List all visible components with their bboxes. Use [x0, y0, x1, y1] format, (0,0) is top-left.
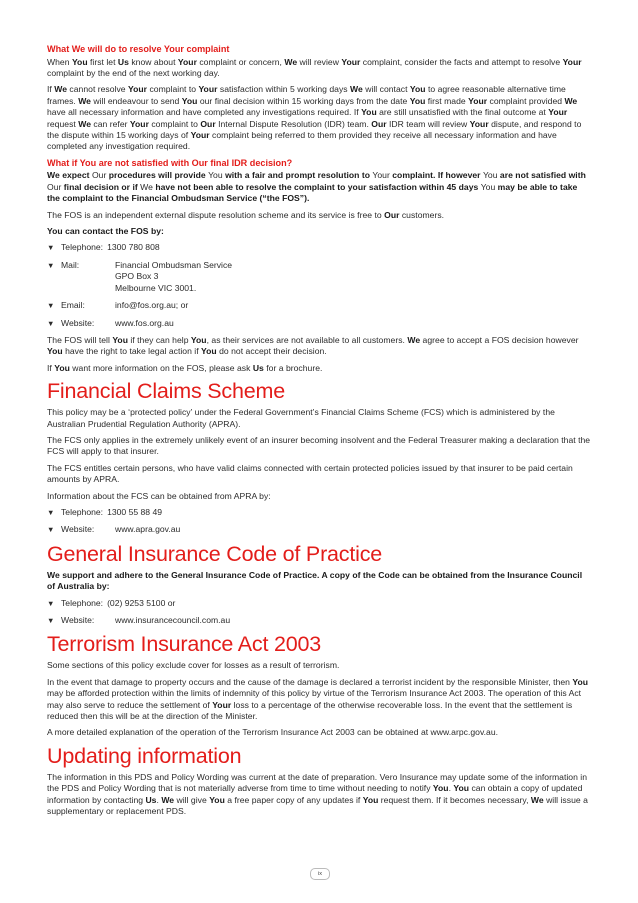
defined-term: Your	[548, 107, 568, 118]
defined-term: Our	[200, 118, 216, 129]
defined-term: We	[530, 794, 544, 805]
defined-term: You	[201, 346, 217, 357]
complaint-resolution-paragraph-1: When You first let Us know about Your complaint or concern, We will review Your complaint, consider the facts and attempt to resolve Your complaint by the end of the next working day.	[47, 56, 582, 78]
ica-website-item	[47, 615, 592, 626]
defined-term: can contact the FOS by:	[62, 226, 164, 237]
idr-paragraph-4: The FOS will tell You if they can help You, as their services are not available to all customers. We agree to accept a FOS decision however You have the right to take legal action if You do not accept their decision.	[47, 334, 579, 357]
defined-term: You	[453, 783, 470, 794]
defined-term: We	[284, 56, 298, 67]
defined-term: Your	[129, 118, 149, 129]
tia-title: Terrorism Insurance Act 2003	[47, 632, 322, 657]
fos-website-value: www.fos.org.au	[115, 317, 174, 328]
triangle-bullet-icon: ▼	[47, 616, 55, 625]
fcs-title: Financial Claims Scheme	[47, 379, 285, 404]
apra-website-item	[47, 524, 592, 535]
fos-telephone-value: 1300 780 808	[107, 242, 160, 253]
idr-paragraph-2: The FOS is an independent external dispute resolution scheme and its service is free to Our customers.	[47, 209, 445, 220]
fos-email-label: Email:	[61, 300, 85, 311]
defined-term: Your	[128, 84, 148, 95]
fos-telephone-item	[47, 242, 592, 253]
updating-paragraph-1: The information in this PDS and Policy Wording was current at the date of preparation. Vero Insurance may update some of the information in the PDS and Policy Wording that is not materially adverse from time to time without needing to notify You. You can obtain a copy of updated information by contacting Us. We will give You a free paper copy of any updates if You request them. If it becomes necessary, We will issue a supplementary or replacement PDS.	[47, 771, 588, 817]
apra-website-value: www.apra.gov.au	[115, 524, 181, 535]
fos-mail-address	[115, 260, 232, 294]
defined-term: You	[47, 346, 63, 357]
document-page	[47, 44, 592, 822]
gicp-title: General Insurance Code of Practice	[47, 541, 382, 566]
defined-term: Your	[198, 84, 218, 95]
ica-telephone-value: (02) 9253 5100 or	[107, 597, 176, 608]
apra-telephone-label: Telephone:	[61, 506, 104, 517]
fcs-paragraph-3: The FCS entitles certain persons, who have valid claims connected with certain protected policies issued by that insurer to be paid certain amounts by APRA.	[47, 462, 573, 485]
defined-term: procedures will provide	[106, 170, 209, 181]
fos-email-value: info@fos.org.au; or	[115, 300, 189, 311]
idr-paragraph-1: We expect Our procedures will provide You with a fair and prompt resolution to Your complaint. If however You are not satisfied with Our final decision or if We have not been able to resolve the complaint to your satisfaction within 45 days You may be able to take the complaint to the Financial Ombudsman Service (“the FOS”).	[47, 170, 586, 204]
ica-website-value: www.insurancecouncil.com.au	[115, 615, 231, 625]
fos-email-item	[47, 300, 592, 311]
complaint-resolution-paragraph-2: If We cannot resolve Your complaint to Your satisfaction within 5 working days We will contact You to agree reasonable alternative time frames. We will endeavour to send You our final decision within 15 working days from the date You first made Your complaint provided We have all necessary information and have completed any investigations required. If You are still unsatisfied with the final outcome at Your request We can refer Your complaint to Our Internal Dispute Resolution (IDR) team. Our IDR team will review Your dispute, and respond to the dispute within 15 working days of Your complaint being referred to them provided they receive all necessary information and have completed any investigation required.	[47, 84, 582, 152]
defined-term: We	[350, 84, 363, 95]
idr-decision-heading: What if You are not satisfied with Our final IDR decision?	[47, 157, 293, 168]
defined-term: Your	[177, 56, 197, 67]
defined-term: We	[161, 794, 175, 805]
defined-term: We	[407, 334, 421, 345]
defined-term: You	[572, 676, 589, 687]
apra-website-label: Website:	[61, 524, 95, 535]
defined-term: final decision or if	[61, 181, 141, 192]
ica-telephone-label: Telephone:	[61, 597, 104, 608]
defined-term: You	[54, 362, 70, 373]
defined-term: Our	[384, 209, 400, 220]
defined-term: You	[361, 107, 377, 118]
fos-website-item	[47, 318, 592, 329]
defined-term: You	[190, 334, 207, 345]
defined-term: Your	[468, 95, 488, 106]
fos-mail-line-3: Melbourne VIC 3001.	[115, 282, 197, 293]
triangle-bullet-icon: ▼	[47, 318, 55, 328]
defined-term: You	[181, 95, 198, 106]
triangle-bullet-icon: ▼	[47, 260, 55, 270]
defined-term: You	[112, 334, 128, 345]
defined-term: have not been able to resolve the complaint to your satisfaction within 45 days	[152, 181, 481, 192]
fos-mail-line-2: GPO Box 3	[115, 271, 159, 282]
defined-term: Your	[190, 130, 210, 141]
triangle-bullet-icon: ▼	[47, 301, 55, 311]
defined-term: You	[432, 783, 449, 794]
defined-term: with a fair and prompt resolution to	[222, 170, 373, 181]
defined-term: You	[409, 95, 426, 106]
defined-term: You	[71, 56, 88, 67]
page-number: ix	[310, 868, 330, 880]
defined-term: Your	[341, 56, 361, 67]
triangle-bullet-icon: ▼	[47, 525, 55, 535]
defined-term: Our	[371, 118, 387, 129]
fcs-paragraph-2: The FCS only applies in the extremely unlikely event of an insurer becoming insolvent and the Federal Treasurer making a declaration that the FCS will apply to that insurer.	[47, 434, 591, 457]
defined-term: We	[564, 95, 578, 106]
tia-paragraph-3: A more detailed explanation of the operation of the Terrorism Insurance Act 2003 can be obtained at www.arpc.gov.au.	[47, 727, 499, 738]
complaint-resolution-heading: What We will do to resolve Your complaint	[47, 44, 230, 54]
gicp-paragraph-1	[47, 570, 592, 593]
defined-term: You	[47, 226, 63, 237]
defined-term: support and adhere to the General Insurance Code of Practice. A copy of the Code can be obtained from the Insurance Council of Australia by:	[47, 569, 583, 592]
defined-term: You	[362, 794, 379, 805]
ica-telephone-item	[47, 598, 592, 609]
fos-mail-line-1: Financial Ombudsman Service	[115, 259, 233, 270]
defined-term: You	[409, 84, 426, 95]
defined-term: Your	[212, 699, 232, 710]
triangle-bullet-icon: ▼	[47, 507, 55, 517]
defined-term: Us	[252, 362, 264, 373]
defined-term: expect	[59, 170, 92, 181]
defined-term: You	[209, 794, 225, 805]
triangle-bullet-icon: ▼	[47, 598, 55, 608]
defined-term: We	[54, 84, 68, 95]
triangle-bullet-icon: ▼	[47, 243, 55, 253]
defined-term: may be able to take the complaint to the Financial Ombudsman Service (“the FOS”).	[47, 181, 578, 204]
idr-paragraph-5: If You want more information on the FOS, please ask Us for a brochure.	[47, 362, 323, 373]
defined-term: Us	[117, 56, 129, 67]
fos-website-label: Website:	[61, 317, 95, 328]
defined-term: Us	[145, 794, 157, 805]
defined-term: We	[78, 118, 91, 129]
defined-term: We	[47, 170, 60, 181]
fos-mail-item	[47, 260, 592, 294]
ica-website-label: Website:	[61, 615, 95, 625]
defined-term: complaint. If however	[389, 170, 483, 181]
defined-term: Your	[562, 56, 582, 67]
updating-title: Updating information	[47, 743, 242, 768]
apra-telephone-value: 1300 55 88 49	[107, 506, 163, 517]
defined-term: We	[78, 95, 91, 106]
fos-telephone-label: Telephone:	[61, 242, 104, 253]
tia-paragraph-1: Some sections of this policy exclude cover for losses as a result of terrorism.	[47, 660, 340, 671]
defined-term: are not satisfied with	[497, 170, 586, 181]
idr-paragraph-3	[47, 226, 592, 237]
fcs-paragraph-4: Information about the FCS can be obtained from APRA by:	[47, 490, 271, 501]
defined-term: We	[47, 569, 60, 580]
defined-term: Your	[469, 118, 489, 129]
fcs-paragraph-1: This policy may be a ‘protected policy’ under the Federal Government’s Financial Claims Scheme (FCS) which is administered by the Australian Prudential Regulation Authority (APRA).	[47, 407, 555, 429]
fos-mail-label: Mail:	[61, 259, 80, 270]
tia-paragraph-2: In the event that damage to property occurs and the cause of the damage is declared a terrorist incident by the responsible Minister, then You may be afforded protection within the limits of indemnity of this policy by virtue of the Terrorism Insurance Act 2003. The operation of this Act may also serve to reduce the settlement of Your loss to a percentage of the otherwise recoverable loss. In the event that the settlement is reduced then this will be at the direction of the Minister.	[47, 676, 589, 722]
apra-telephone-item	[47, 507, 592, 518]
